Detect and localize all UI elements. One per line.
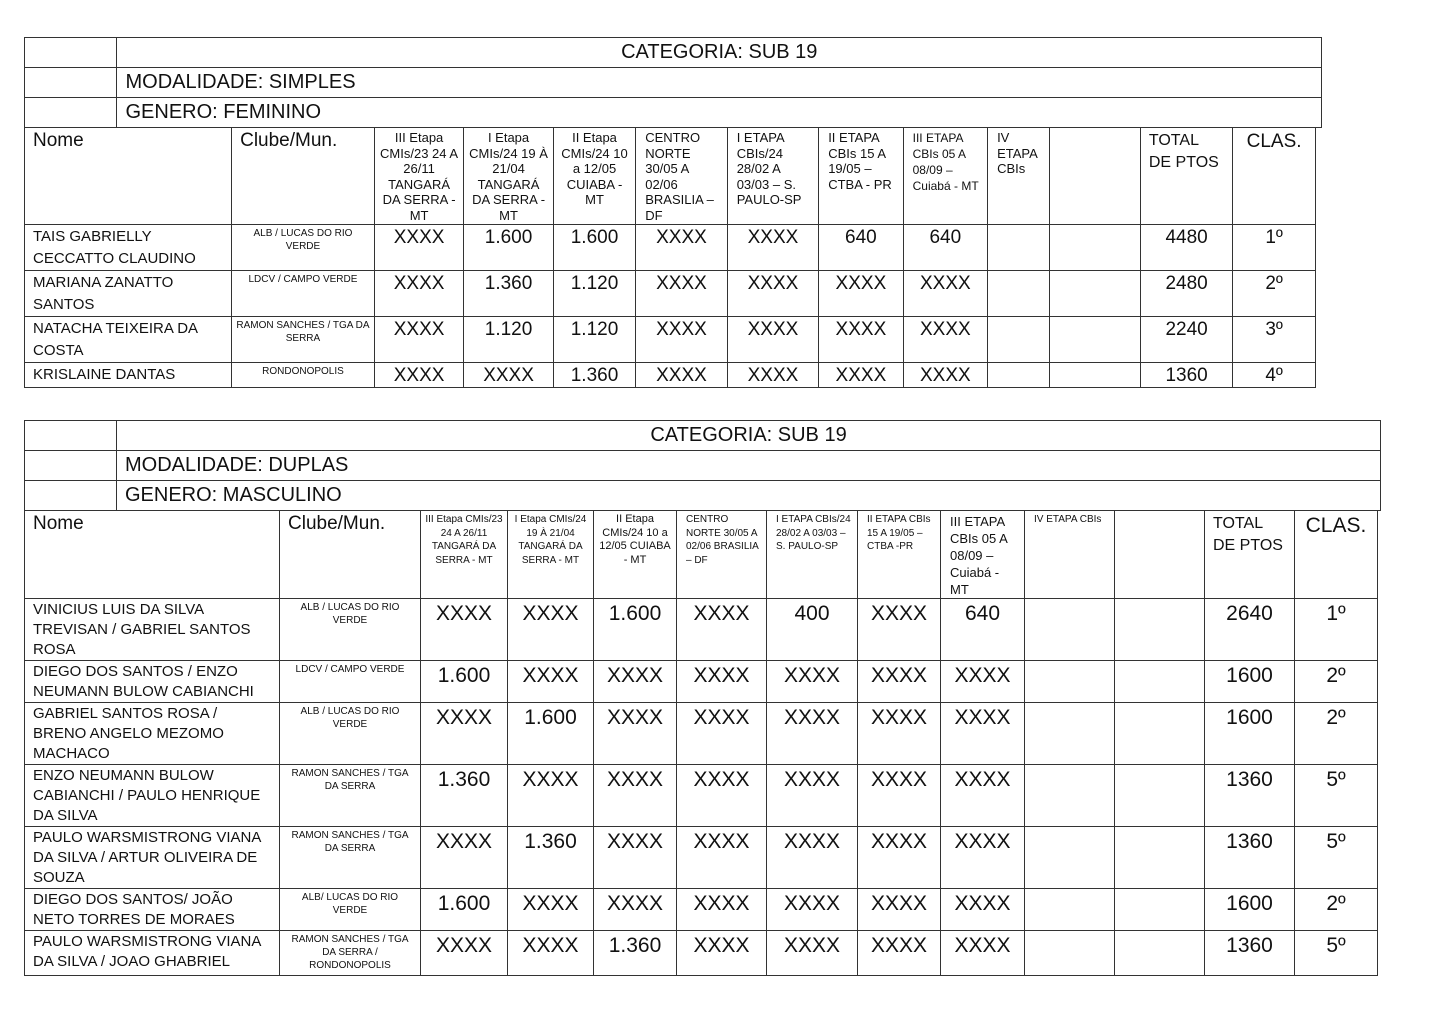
classification: 2º	[1295, 889, 1378, 931]
stage-points: XXXX	[858, 703, 941, 765]
stage-points: XXXX	[594, 661, 677, 703]
stage-points: XXXX	[677, 889, 767, 931]
categoria-title: CATEGORIA: SUB 19	[117, 38, 1322, 68]
stage-points	[1115, 661, 1205, 703]
table-row	[25, 661, 1381, 703]
stage-points: 1.600	[464, 225, 553, 271]
stage-points: XXXX	[858, 889, 941, 931]
spacer-cell	[1378, 703, 1381, 765]
table-row	[25, 703, 1381, 765]
stage-points: XXXX	[941, 661, 1025, 703]
stage-points: XXXX	[727, 317, 818, 363]
table-row	[25, 271, 1322, 317]
stage-points: XXXX	[374, 363, 463, 388]
stage-points: XXXX	[636, 271, 727, 317]
stage-points: XXXX	[858, 765, 941, 827]
stage-points: 1.120	[464, 317, 553, 363]
classification: 5º	[1295, 931, 1378, 976]
club-name: RAMON SANCHES / TGA DA SERRA / RONDONOPOLIS	[280, 931, 421, 976]
classification: 2º	[1295, 661, 1378, 703]
stage-points: XXXX	[508, 661, 594, 703]
spacer-cell	[1378, 827, 1381, 889]
column-header-stage: II ETAPA CBIs 15 A 19/05 – CTBA - PR	[819, 128, 903, 225]
classification: 5º	[1295, 765, 1378, 827]
table-row	[25, 931, 1381, 976]
stage-points: XXXX	[508, 765, 594, 827]
stage-points: XXXX	[594, 827, 677, 889]
header-blank-cell	[25, 421, 117, 451]
stage-points: 640	[819, 225, 903, 271]
club-name: RONDONOPOLIS	[232, 363, 375, 388]
stage-points: XXXX	[594, 765, 677, 827]
total-points: 4480	[1140, 225, 1232, 271]
stage-points: XXXX	[677, 827, 767, 889]
header-blank-cell	[25, 38, 117, 68]
stage-points: 640	[941, 599, 1025, 661]
categoria-title: CATEGORIA: SUB 19	[117, 421, 1381, 451]
stage-points: XXXX	[858, 661, 941, 703]
stage-points: 1.600	[508, 703, 594, 765]
ranking-table-duplas-masculino	[24, 420, 1381, 976]
stage-points: XXXX	[636, 225, 727, 271]
column-header-stage	[1115, 511, 1205, 599]
column-header-clube: Clube/Mun.	[232, 128, 375, 225]
stage-points: XXXX	[941, 827, 1025, 889]
classification: 5º	[1295, 827, 1378, 889]
column-header-stage: III ETAPA CBIs 05 A 08/09 – Cuiabá - MT	[941, 511, 1025, 599]
total-points: 1360	[1140, 363, 1232, 388]
stage-points	[1115, 765, 1205, 827]
spacer-cell	[1315, 225, 1321, 271]
ranking-table-simples-feminino	[24, 37, 1322, 388]
stage-points: XXXX	[677, 661, 767, 703]
classification: 1º	[1233, 225, 1315, 271]
stage-points	[988, 363, 1050, 388]
column-header-stage: II Etapa CMIs/24 10 a 12/05 CUIABA - MT	[594, 511, 677, 599]
total-points: 1360	[1205, 931, 1295, 976]
total-points: 2640	[1205, 599, 1295, 661]
column-header-clas: CLAS.	[1233, 128, 1315, 225]
stage-points	[1115, 889, 1205, 931]
stage-points: XXXX	[858, 599, 941, 661]
classification: 4º	[1233, 363, 1315, 388]
stage-points: XXXX	[767, 703, 858, 765]
modalidade-title: MODALIDADE: SIMPLES	[117, 68, 1322, 98]
stage-points: XXXX	[941, 931, 1025, 976]
stage-points	[1050, 225, 1140, 271]
column-header-stage: I Etapa CMIs/24 19 À 21/04 TANGARÁ DA SERRA - MT	[508, 511, 594, 599]
player-name: PAULO WARSMISTRONG VIANA DA SILVA / ARTUR OLIVEIRA DE SOUZA	[25, 827, 280, 889]
column-header-total: TOTAL DE PTOS	[1205, 511, 1295, 599]
club-name: LDCV / CAMPO VERDE	[232, 271, 375, 317]
club-name: ALB/ LUCAS DO RIO VERDE	[280, 889, 421, 931]
stage-points: XXXX	[677, 599, 767, 661]
classification: 2º	[1233, 271, 1315, 317]
table-row	[25, 317, 1322, 363]
stage-points: 1.600	[421, 661, 508, 703]
stage-points: XXXX	[903, 317, 987, 363]
spacer-cell	[1378, 765, 1381, 827]
stage-points: XXXX	[464, 363, 553, 388]
club-name: ALB / LUCAS DO RIO VERDE	[232, 225, 375, 271]
table-row	[25, 827, 1381, 889]
stage-points	[1050, 363, 1140, 388]
player-name: GABRIEL SANTOS ROSA / BRENO ANGELO MEZOMO MACHACO	[25, 703, 280, 765]
player-name: MARIANA ZANATTO SANTOS	[25, 271, 232, 317]
stage-points: XXXX	[903, 271, 987, 317]
stage-points: 1.120	[553, 317, 635, 363]
stage-points: 1.600	[594, 599, 677, 661]
stage-points	[988, 317, 1050, 363]
stage-points	[1050, 317, 1140, 363]
column-header-clas: CLAS.	[1295, 511, 1378, 599]
stage-points: XXXX	[508, 889, 594, 931]
table-row	[25, 363, 1322, 388]
stage-points	[1025, 599, 1115, 661]
stage-points: XXXX	[941, 703, 1025, 765]
stage-points: 1.360	[508, 827, 594, 889]
stage-points: XXXX	[767, 931, 858, 976]
stage-points	[988, 225, 1050, 271]
total-points: 1600	[1205, 661, 1295, 703]
total-points: 2480	[1140, 271, 1232, 317]
header-blank-cell	[25, 68, 117, 98]
club-name: ALB / LUCAS DO RIO VERDE	[280, 599, 421, 661]
column-header-stage: II ETAPA CBIs 15 A 19/05 – CTBA -PR	[858, 511, 941, 599]
spacer-cell	[1378, 599, 1381, 661]
stage-points: XXXX	[858, 827, 941, 889]
header-blank-cell	[25, 451, 117, 481]
stage-points: XXXX	[819, 271, 903, 317]
spacer-cell	[1315, 271, 1321, 317]
total-points: 2240	[1140, 317, 1232, 363]
stage-points: 400	[767, 599, 858, 661]
column-header-stage: IV ETAPA CBIs	[988, 128, 1050, 225]
stage-points	[1025, 931, 1115, 976]
column-header-stage: I ETAPA CBIs/24 28/02 A 03/03 – S. PAULO-SP	[727, 128, 818, 225]
player-name: VINICIUS LUIS DA SILVA TREVISAN / GABRIEL SANTOS ROSA	[25, 599, 280, 661]
header-blank-cell	[25, 98, 117, 128]
stage-points: XXXX	[636, 317, 727, 363]
total-points: 1360	[1205, 827, 1295, 889]
spacer-cell	[1378, 889, 1381, 931]
header-blank-cell	[25, 481, 117, 511]
stage-points: XXXX	[374, 317, 463, 363]
genero-title: GENERO: FEMININO	[117, 98, 1322, 128]
stage-points: XXXX	[421, 703, 508, 765]
stage-points: XXXX	[594, 703, 677, 765]
stage-points: XXXX	[421, 599, 508, 661]
column-header-stage	[1050, 128, 1140, 225]
club-name: RAMON SANCHES / TGA DA SERRA	[232, 317, 375, 363]
stage-points: 1.360	[553, 363, 635, 388]
stage-points	[1025, 889, 1115, 931]
stage-points: 1.120	[553, 271, 635, 317]
stage-points	[1115, 931, 1205, 976]
classification: 2º	[1295, 703, 1378, 765]
column-header-clube: Clube/Mun.	[280, 511, 421, 599]
table-row	[25, 889, 1381, 931]
stage-points	[1025, 661, 1115, 703]
stage-points: XXXX	[636, 363, 727, 388]
stage-points: XXXX	[508, 599, 594, 661]
table-row	[25, 599, 1381, 661]
spacer-cell	[1378, 661, 1381, 703]
total-points: 1600	[1205, 889, 1295, 931]
column-header-stage: I Etapa CMIs/24 19 À 21/04 TANGARÁ DA SERRA - MT	[464, 128, 553, 225]
player-name: ENZO NEUMANN BULOW CABIANCHI / PAULO HENRIQUE DA SILVA	[25, 765, 280, 827]
player-name: DIEGO DOS SANTOS/ JOÃO NETO TORRES DE MORAES	[25, 889, 280, 931]
stage-points: XXXX	[767, 765, 858, 827]
column-header-nome: Nome	[25, 511, 280, 599]
table-row	[25, 225, 1322, 271]
club-name: RAMON SANCHES / TGA DA SERRA	[280, 827, 421, 889]
player-name: DIEGO DOS SANTOS / ENZO NEUMANN BULOW CABIANCHI	[25, 661, 280, 703]
stage-points: XXXX	[941, 889, 1025, 931]
spacer-cell	[1378, 931, 1381, 976]
total-points: 1360	[1205, 765, 1295, 827]
column-header-nome: Nome	[25, 128, 232, 225]
stage-points: XXXX	[421, 827, 508, 889]
player-name: TAIS GABRIELLY CECCATTO CLAUDINO	[25, 225, 232, 271]
spacer-cell	[1315, 363, 1321, 388]
stage-points: XXXX	[727, 271, 818, 317]
table-row	[25, 765, 1381, 827]
genero-title: GENERO: MASCULINO	[117, 481, 1381, 511]
stage-points: XXXX	[727, 225, 818, 271]
stage-points: XXXX	[677, 931, 767, 976]
column-header-stage: III Etapa CMIs/23 24 A 26/11 TANGARÁ DA SERRA - MT	[421, 511, 508, 599]
stage-points: 1.600	[421, 889, 508, 931]
stage-points: XXXX	[727, 363, 818, 388]
spacer-cell	[1315, 317, 1321, 363]
stage-points: XXXX	[767, 661, 858, 703]
stage-points: XXXX	[421, 931, 508, 976]
stage-points: 1.360	[464, 271, 553, 317]
player-name: NATACHA TEIXEIRA DA COSTA	[25, 317, 232, 363]
column-header-stage: III ETAPA CBIs 05 A 08/09 – Cuiabá - MT	[903, 128, 987, 225]
stage-points	[1115, 827, 1205, 889]
stage-points: XXXX	[858, 931, 941, 976]
player-name: PAULO WARSMISTRONG VIANA DA SILVA / JOAO GHABRIEL	[25, 931, 280, 976]
stage-points	[1050, 271, 1140, 317]
spacer-cell	[1378, 511, 1381, 599]
stage-points: XXXX	[677, 703, 767, 765]
stage-points: XXXX	[941, 765, 1025, 827]
classification: 1º	[1295, 599, 1378, 661]
stage-points: XXXX	[819, 363, 903, 388]
stage-points: XXXX	[508, 931, 594, 976]
column-header-stage: III Etapa CMIs/23 24 A 26/11 TANGARÁ DA SERRA - MT	[374, 128, 463, 225]
stage-points	[988, 271, 1050, 317]
column-header-stage: CENTRO NORTE 30/05 A 02/06 BRASILIA – DF	[677, 511, 767, 599]
stage-points	[1025, 703, 1115, 765]
stage-points: XXXX	[374, 225, 463, 271]
stage-points	[1115, 599, 1205, 661]
stage-points: XXXX	[903, 363, 987, 388]
total-points: 1600	[1205, 703, 1295, 765]
column-header-total: TOTAL DE PTOS	[1140, 128, 1232, 225]
stage-points: XXXX	[767, 827, 858, 889]
stage-points	[1025, 827, 1115, 889]
stage-points: 1.600	[553, 225, 635, 271]
stage-points: 640	[903, 225, 987, 271]
stage-points: XXXX	[677, 765, 767, 827]
stage-points	[1115, 703, 1205, 765]
column-header-stage: CENTRO NORTE 30/05 A 02/06 BRASILIA – DF	[636, 128, 727, 225]
stage-points: XXXX	[819, 317, 903, 363]
club-name: RAMON SANCHES / TGA DA SERRA	[280, 765, 421, 827]
spacer-cell	[1315, 128, 1321, 225]
player-name: KRISLAINE DANTAS	[25, 363, 232, 388]
club-name: ALB / LUCAS DO RIO VERDE	[280, 703, 421, 765]
stage-points: 1.360	[421, 765, 508, 827]
classification: 3º	[1233, 317, 1315, 363]
column-header-stage: II Etapa CMIs/24 10 a 12/05 CUIABA - MT	[553, 128, 635, 225]
stage-points	[1025, 765, 1115, 827]
stage-points: 1.360	[594, 931, 677, 976]
column-header-stage: IV ETAPA CBIs	[1025, 511, 1115, 599]
modalidade-title: MODALIDADE: DUPLAS	[117, 451, 1381, 481]
stage-points: XXXX	[767, 889, 858, 931]
club-name: LDCV / CAMPO VERDE	[280, 661, 421, 703]
stage-points: XXXX	[374, 271, 463, 317]
column-header-stage: I ETAPA CBIs/24 28/02 A 03/03 – S. PAULO-SP	[767, 511, 858, 599]
stage-points: XXXX	[594, 889, 677, 931]
